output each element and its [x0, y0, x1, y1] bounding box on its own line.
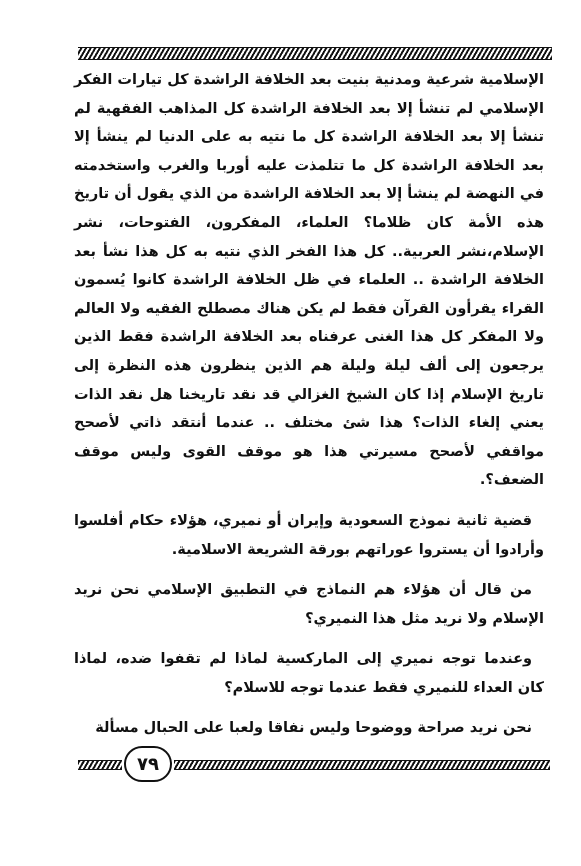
paragraph-1: الإسلامية شرعية ومدنية بنيت بعد الخلافة الراشدة كل تيارات الفكر الإسلامي لم تنشأ إلا بعد الخلافة الراشدة كل المذاهب الفقهية لم تنشأ إلا بعد الخلافة الراشدة كل ما نتيه به على الدنيا لم ينشأ إلا بعد الخلافة الراشدة كل ما تتلمذت عليه أوربا والغرب واستخدمته في النهضة لم ينشأ إلا بعد الخلافة الراشدة من الذي يقول أن تاريخ هذه الأمة كان ظلاما؟ العلماء، المفكرون، الفتوحات، نشر الإسلام،نشر العربية.. كل هذا الفخر الذي نتيه به كل هذا نشأ بعد الخلافة الراشدة .. العلماء في ظل الخلافة الراشدة كانوا يُسمون القراء يقرأون القرآن فقط لم يكن هناك مصطلح الفقيه ولا العالم ولا المفكر كل هذا الغنى عرفناه بعد الخلافة الراشدة فقط الذين يرجعون إلى ألف ليلة وليلة هم الذين ينظرون هذه النظرة إلى تاريخ الإسلام إذا كان الشيخ الغزالي قد نقد تاريخنا هل نقد الذات يعني إلغاء الذات؟ هذا شئ مختلف .. عندما أنتقد ذاتي لأصحح مواقفي لأصحح مسيرتي هذا هو موقف القوى وليس موقف الضعف؟.: [74, 72, 544, 489]
top-decorative-border: [78, 47, 552, 60]
paragraph-3: من قال أن هؤلاء هم النماذج في التطبيق الإسلامي نحن نريد الإسلام ولا نريد مثل هذا النميري؟: [74, 582, 544, 627]
page-number: ٧٩: [124, 746, 172, 782]
page-body-text: [74, 66, 544, 743]
footer-border-right: [174, 760, 550, 770]
paragraph-2: قضية ثانية نموذج السعودية وإيران أو نميري، هؤلاء حكام أفلسوا وأرادوا أن يستروا عوراتهم بورقة الشريعة الاسلامية.: [74, 512, 544, 558]
page-footer: [70, 744, 554, 784]
paragraph-5: نحن نريد صراحة ووضوحا وليس نفاقا ولعبا على الحبال مسألة: [95, 720, 532, 737]
paragraph-4: وعندما توجه نميري إلى الماركسية لماذا لم تقفوا ضده، لماذا كان العداء للنميري فقط عندما توجه للاسلام؟: [74, 651, 544, 696]
footer-border-left: [78, 760, 122, 770]
